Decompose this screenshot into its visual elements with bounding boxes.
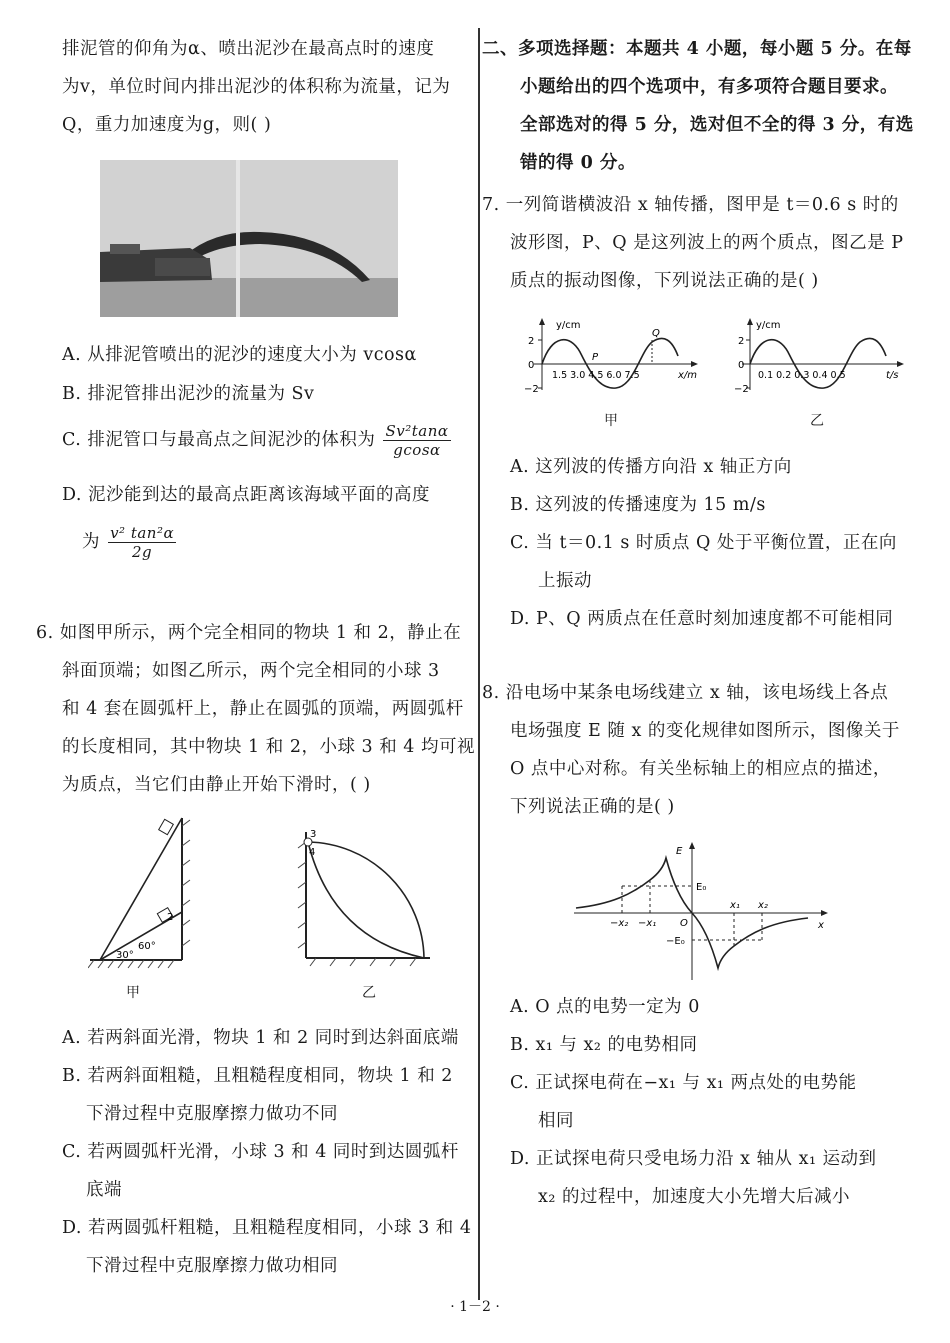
e-axis-label: E — [676, 846, 683, 857]
y-axis-label: y/cm — [756, 320, 781, 331]
q7-stem-line: 7. 一列简谐横波沿 x 轴传播，图甲是 t＝0.6 s 时的 — [482, 195, 899, 215]
q6-stem-line: 斜面顶端；如图乙所示，两个完全相同的小球 3 — [62, 661, 440, 681]
q5-stem-line: 排泥管的仰角为α、喷出泥沙在最高点时的速度 — [62, 39, 435, 59]
q8-option-d: D. 正试探电荷只受电场力沿 x 轴从 x₁ 运动到 — [510, 1149, 877, 1169]
q8-option-a: A. O 点的电势一定为 0 — [510, 997, 700, 1017]
x-axis-label: x — [818, 920, 824, 931]
y-tick-zero: 0 — [528, 360, 535, 371]
section-heading-line: 全部选对的得 5 分，选对但不全的得 3 分，有选 — [520, 115, 914, 135]
fraction-numerator: Sv²tanα — [385, 422, 449, 440]
dredger-photo — [100, 160, 398, 317]
column-divider — [478, 28, 480, 1300]
electric-field-graph — [572, 840, 832, 990]
arc-figure — [292, 828, 434, 970]
q5-option-c — [62, 422, 451, 459]
q6-option-b-cont: 下滑过程中克服摩擦力做功不同 — [86, 1104, 338, 1124]
q5-option-c-text: C. 排泥管口与最高点之间泥沙的体积为 — [62, 430, 376, 450]
neg-e0-label: −E₀ — [666, 936, 685, 947]
y-tick-zero: 0 — [738, 360, 745, 371]
block-2-label: 2 — [167, 912, 174, 923]
x1-label: x₁ — [730, 900, 740, 911]
q8-option-b: B. x₁ 与 x₂ 的电势相同 — [510, 1035, 698, 1055]
q6-option-d-cont: 下滑过程中克服摩擦力做功相同 — [86, 1256, 338, 1276]
q7-option-c: C. 当 t＝0.1 s 时质点 Q 处于平衡位置，正在向 — [510, 533, 897, 553]
x-ticks: 1.5 3.0 4.5 6.0 7.5 — [552, 370, 640, 381]
q7-option-d: D. P、Q 两质点在任意时刻加速度都不可能相同 — [510, 609, 894, 629]
y-axis-label: y/cm — [556, 320, 581, 331]
q7-option-b: B. 这列波的传播速度为 15 m/s — [510, 495, 766, 515]
figure-caption-jia: 甲 — [604, 413, 618, 429]
section-heading-line: 小题给出的四个选项中，有多项符合题目要求。 — [520, 77, 898, 97]
ball-3-label: 3 — [310, 829, 317, 840]
q7-stem-line: 波形图，P、Q 是这列波上的两个质点，图乙是 P — [510, 233, 904, 253]
q8-option-d-cont: x₂ 的过程中，加速度大小先增大后减小 — [538, 1187, 850, 1207]
wave-graph-jia — [512, 316, 702, 396]
q5-stem-line: 为v，单位时间内排出泥沙的体积称为流量，记为 — [62, 77, 451, 97]
q8-stem-line: 下列说法正确的是( ) — [510, 797, 675, 817]
q8-stem-line: O 点中心对称。有关坐标轴上的相应点的描述， — [510, 759, 891, 779]
figure-caption-yi: 乙 — [362, 985, 376, 1001]
q6-option-b: B. 若两斜面粗糙，且粗糙程度相同，物块 1 和 2 — [62, 1066, 453, 1086]
q6-option-c: C. 若两圆弧杆光滑，小球 3 和 4 同时到达圆弧杆 — [62, 1142, 459, 1162]
q5-option-d-cont — [82, 524, 176, 561]
block-1 — [159, 819, 174, 834]
q6-stem-line: 和 4 套在圆弧杆上，静止在圆弧的顶端，两圆弧杆 — [62, 699, 464, 719]
q6-stem-line: 的长度相同，其中物块 1 和 2，小球 3 和 4 均可视 — [62, 737, 475, 757]
q6-option-a: A. 若两斜面光滑，物块 1 和 2 同时到达斜面底端 — [62, 1028, 459, 1048]
t-axis-label: t/s — [886, 370, 899, 381]
section-heading-line: 错的得 0 分。 — [520, 153, 636, 173]
t-ticks: 0.1 0.2 0.3 0.4 0.5 — [758, 370, 846, 381]
section-heading: 二、多项选择题：本题共 4 小题，每小题 5 分。在每 — [482, 39, 912, 59]
q5-option-d-text: 为 — [82, 532, 100, 552]
q8-stem-line: 电场强度 E 随 x 的变化规律如图所示，图像关于 — [510, 721, 900, 741]
q5-option-c-fraction — [383, 422, 450, 459]
ball-4-label: 4 — [309, 847, 316, 858]
dredger-photo-svg — [100, 160, 398, 317]
q6-option-d: D. 若两圆弧杆粗糙，且粗糙程度相同，小球 3 和 4 — [62, 1218, 472, 1238]
origin-label: O — [680, 918, 688, 929]
y-tick-neg: −2 — [524, 384, 539, 395]
q8-stem-line: 8. 沿电场中某条电场线建立 x 轴，该电场线上各点 — [482, 683, 889, 703]
neg-x2-label: −x₂ — [610, 918, 629, 929]
page-number: · 1－2 · — [450, 1299, 500, 1315]
y-tick-pos: 2 — [738, 336, 745, 347]
x2-label: x₂ — [758, 900, 768, 911]
q5-option-d: D. 泥沙能到达的最高点距离该海域平面的高度 — [62, 485, 431, 505]
e0-label: E₀ — [696, 882, 707, 893]
q6-stem-line: 6. 如图甲所示，两个完全相同的物块 1 和 2，静止在 — [36, 623, 462, 643]
y-tick-neg: −2 — [734, 384, 749, 395]
q7-option-a: A. 这列波的传播方向沿 x 轴正方向 — [510, 457, 792, 477]
q5-stem-line: Q，重力加速度为g，则( ) — [62, 115, 272, 135]
angle-60-label: 60° — [138, 941, 156, 952]
q8-option-c: C. 正试探电荷在−x₁ 与 x₁ 两点处的电势能 — [510, 1073, 857, 1093]
figure-caption-jia: 甲 — [126, 985, 140, 1001]
q7-stem-line: 质点的振动图像，下列说法正确的是( ) — [510, 271, 819, 291]
q7-option-c-cont: 上振动 — [538, 571, 592, 591]
vibration-graph-yi — [732, 316, 922, 396]
neg-x1-label: −x₁ — [638, 918, 657, 929]
q8-option-c-cont: 相同 — [538, 1111, 574, 1131]
incline-figure — [88, 812, 198, 972]
q6-stem-line: 为质点，当它们由静止开始下滑时，( ) — [62, 775, 371, 795]
q5-option-a: A. 从排泥管喷出的泥沙的速度大小为 vcosα — [62, 345, 417, 365]
fraction-numerator: v² tan²α — [110, 524, 175, 542]
y-tick-pos: 2 — [528, 336, 535, 347]
point-q-label: Q — [652, 328, 660, 339]
fraction-denominator: 2g — [132, 543, 153, 561]
fraction-denominator: gcosα — [393, 441, 441, 459]
q5-option-b: B. 排泥管排出泥沙的流量为 Sv — [62, 384, 315, 404]
x-axis-label: x/m — [678, 370, 698, 381]
q6-option-c-cont: 底端 — [86, 1180, 122, 1200]
figure-caption-yi: 乙 — [810, 413, 824, 429]
angle-30-label: 30° — [116, 950, 134, 961]
q5-option-d-fraction — [108, 524, 176, 561]
point-p-label: P — [592, 352, 599, 363]
